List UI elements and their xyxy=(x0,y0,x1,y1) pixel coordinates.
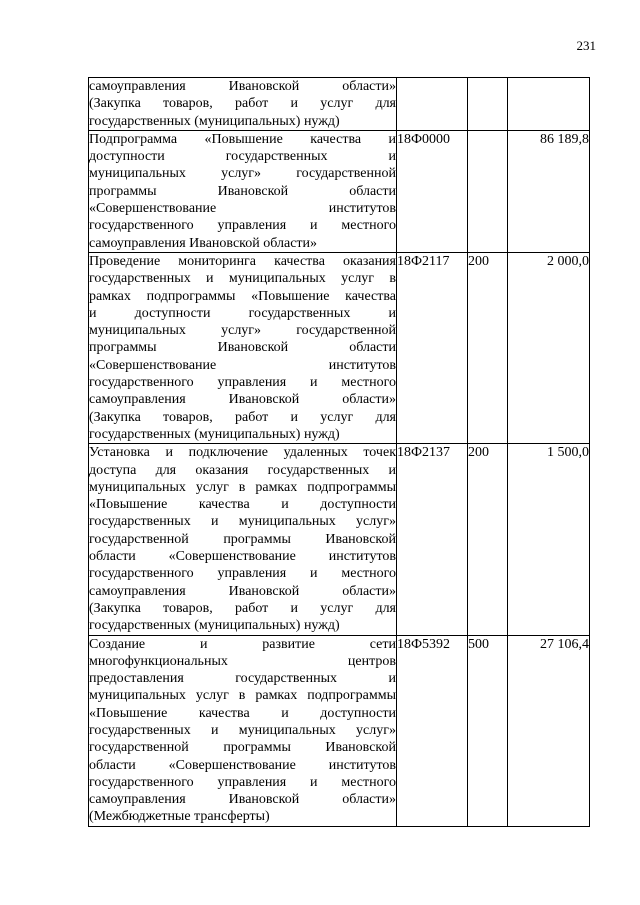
page-number: 231 xyxy=(576,38,596,53)
row-name-line: самоуправления Ивановской области» xyxy=(89,792,396,808)
budget-table xyxy=(88,77,590,827)
target-code-cell: 18Ф2117 xyxy=(397,252,468,443)
table-row xyxy=(89,130,590,252)
row-name-line: «Совершенствование институтов xyxy=(89,357,396,373)
row-name-line: и доступности государственных и xyxy=(89,305,396,321)
row-name-line: «Повышение качества и доступности xyxy=(89,497,396,513)
table-body xyxy=(89,78,590,827)
expense-type-cell xyxy=(468,78,508,131)
expense-type-cell xyxy=(468,130,508,252)
table-row xyxy=(89,444,590,635)
row-name-cell xyxy=(89,252,397,443)
row-name-line: (Закупка товаров, работ и услуг для xyxy=(89,96,396,112)
row-name-line: государственных и муниципальных услуг в xyxy=(89,271,396,287)
row-name-cell xyxy=(89,635,397,826)
row-name-line: области «Совершенствование институтов xyxy=(89,549,396,565)
row-name-line: муниципальных услуг в рамках подпрограммы xyxy=(89,688,396,704)
row-name-cell xyxy=(89,444,397,635)
row-name-line: государственных и муниципальных услуг» xyxy=(89,514,396,530)
amount-cell: 27 106,4 xyxy=(508,635,590,826)
row-name-line: доступности государственных и xyxy=(89,149,396,165)
row-name-line: государственных (муниципальных) нужд) xyxy=(89,618,340,634)
row-name-line: государственной программы Ивановской xyxy=(89,740,396,756)
amount-cell: 1 500,0 xyxy=(508,444,590,635)
row-name-line: (Закупка товаров, работ и услуг для xyxy=(89,409,396,425)
row-name-line: Создание и развитие сети xyxy=(89,636,396,652)
expense-type-cell: 200 xyxy=(468,252,508,443)
row-name-line: доступа для оказания государственных и xyxy=(89,462,396,478)
row-name-line: государственного управления и местного xyxy=(89,218,396,234)
row-name-line: программы Ивановской области xyxy=(89,340,396,356)
row-name-line: (Межбюджетные трансферты) xyxy=(89,809,270,825)
row-name-line: муниципальных услуг» государственной xyxy=(89,323,396,339)
row-name-line: государственного управления и местного xyxy=(89,566,396,582)
row-name-cell xyxy=(89,78,397,131)
row-name-line: Подпрограмма «Повышение качества и xyxy=(89,131,396,147)
row-name-line: многофункциональных центров xyxy=(89,653,396,669)
expense-type-cell: 200 xyxy=(468,444,508,635)
expense-type-cell: 500 xyxy=(468,635,508,826)
row-name-cell xyxy=(89,130,397,252)
row-name-line: государственной программы Ивановской xyxy=(89,531,396,547)
table-row xyxy=(89,78,590,131)
row-name-line: самоуправления Ивановской области» xyxy=(89,79,396,94)
row-name-line: «Повышение качества и доступности xyxy=(89,705,396,721)
row-name-line: государственных (муниципальных) нужд) xyxy=(89,113,340,129)
row-name-line: самоуправления Ивановской области» xyxy=(89,392,396,408)
table-row xyxy=(89,252,590,443)
row-name-line: государственного управления и местного xyxy=(89,375,396,391)
row-name-line: рамках подпрограммы «Повышение качества xyxy=(89,288,396,304)
table-row xyxy=(89,635,590,826)
target-code-cell: 18Ф0000 xyxy=(397,130,468,252)
row-name-line: программы Ивановской области xyxy=(89,183,396,199)
row-name-line: муниципальных услуг в рамках подпрограммы xyxy=(89,479,396,495)
row-name-line: (Закупка товаров, работ и услуг для xyxy=(89,600,396,616)
target-code-cell: 18Ф2137 xyxy=(397,444,468,635)
row-name-line: самоуправления Ивановской области» xyxy=(89,235,318,251)
amount-cell xyxy=(508,78,590,131)
row-name-line: Установка и подключение удаленных точек xyxy=(89,445,396,461)
amount-cell: 86 189,8 xyxy=(508,130,590,252)
amount-cell: 2 000,0 xyxy=(508,252,590,443)
row-name-line: предоставления государственных и xyxy=(89,671,396,687)
row-name-line: государственных и муниципальных услуг» xyxy=(89,722,396,738)
row-name-line: области «Совершенствование институтов xyxy=(89,757,396,773)
target-code-cell: 18Ф5392 xyxy=(397,635,468,826)
row-name-line: государственного управления и местного xyxy=(89,774,396,790)
row-name-line: «Совершенствование институтов xyxy=(89,201,396,217)
row-name-line: самоуправления Ивановской области» xyxy=(89,583,396,599)
row-name-line: государственных (муниципальных) нужд) xyxy=(89,426,340,442)
row-name-line: муниципальных услуг» государственной xyxy=(89,166,396,182)
target-code-cell xyxy=(397,78,468,131)
row-name-line: Проведение мониторинга качества оказания xyxy=(89,253,396,269)
